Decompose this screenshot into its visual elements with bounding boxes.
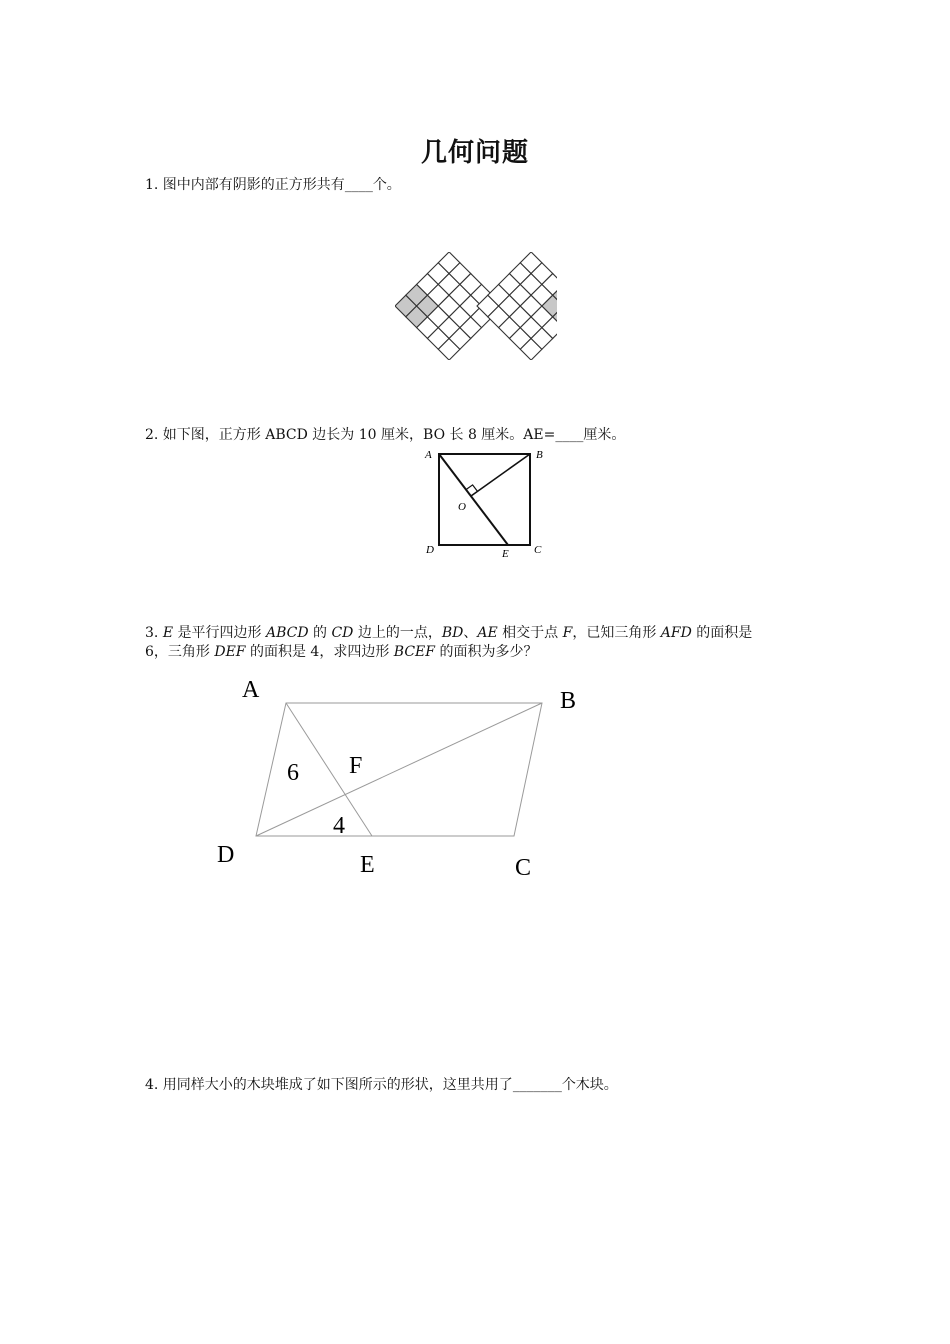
question-3-line-2: [145, 643, 537, 662]
text-run: 的: [308, 625, 332, 641]
label-f: F: [349, 753, 363, 779]
label-c: C: [515, 855, 532, 881]
label-a: A: [242, 677, 260, 703]
text-run: 3.: [145, 625, 163, 641]
segment-ae: [439, 454, 508, 545]
text-run: AFD: [660, 625, 692, 641]
text-run: E: [162, 625, 174, 641]
text-run: BD: [441, 625, 464, 641]
page-title: 几何问题: [420, 138, 529, 168]
label-b: B: [536, 449, 543, 461]
question-1-text: 1. 图中内部有阴影的正方形共有: [145, 177, 345, 193]
label-c: C: [534, 544, 542, 556]
question-1: [145, 176, 401, 195]
text-run: 是平行四边形: [173, 625, 266, 641]
text-run: BCEF: [393, 644, 435, 660]
question-4-blank: _______: [512, 1077, 562, 1093]
question-4-text: 4. 用同样大小的木块堆成了如下图所示的形状，这里共用了: [145, 1077, 513, 1093]
question-1-blank: ____: [344, 177, 373, 193]
segment-bo: [471, 454, 530, 496]
question-3-line-1: [145, 624, 752, 643]
label-a: A: [425, 449, 432, 461]
label-o: O: [458, 501, 466, 513]
text-run: 、: [463, 625, 478, 641]
question-2-text: 2. 如下图，正方形 ABCD 边长为 10 厘米，BO 长 8 厘米。AE=: [145, 427, 556, 443]
question-1-text-after: 个。: [372, 177, 401, 193]
text-run: ABCD: [265, 625, 309, 641]
question-2: [145, 426, 625, 445]
question-2-blank: ____: [555, 427, 584, 443]
text-run: DEF: [214, 644, 246, 660]
text-run: 相交于点: [497, 625, 563, 641]
right-diamond-grid: [477, 252, 557, 360]
label-e: E: [502, 548, 509, 560]
text-run: CD: [331, 625, 354, 641]
question-4-text-after: 个木块。: [561, 1077, 618, 1093]
text-run: 的面积是: [691, 625, 753, 641]
text-run: AE: [477, 625, 498, 641]
square-abcd: [439, 454, 530, 545]
text-run: F: [562, 625, 573, 641]
question-4: [145, 1076, 618, 1095]
q2-square-figure: [420, 444, 560, 562]
q3-parallelogram-figure: [200, 670, 610, 885]
text-run: ，已知三角形: [572, 625, 661, 641]
label-e: E: [360, 852, 375, 878]
label-d: D: [217, 842, 235, 868]
label-b: B: [560, 688, 577, 714]
area-label-def: 4: [333, 813, 345, 839]
question-2-text-after: 厘米。: [583, 427, 626, 443]
text-run: 的面积是 4，求四边形: [245, 644, 394, 660]
area-label-afd: 6: [287, 760, 299, 786]
text-run: 6，三角形: [145, 644, 215, 660]
q1-diamond-grid-figure: [395, 252, 557, 360]
text-run: 边上的一点，: [353, 625, 442, 641]
label-d: D: [426, 544, 434, 556]
text-run: 的面积为多少？: [435, 644, 538, 660]
